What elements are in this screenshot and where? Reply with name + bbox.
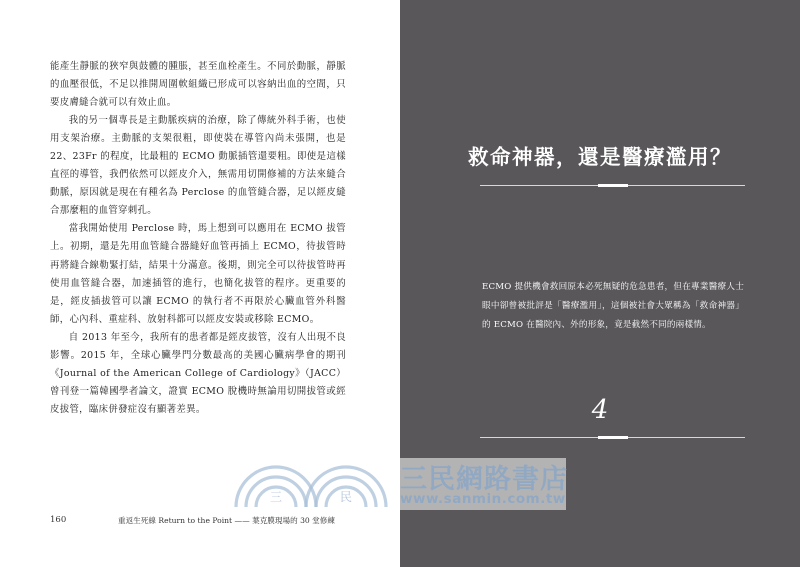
chapter-intro: ECMO 提供機會救回原本必死無疑的危急患者，但在專業醫療人士眼中卻曾被批評是「醫療濫用」，這個被社會大眾稱為「救命神器」的 ECMO 在醫院內、外的形象，竟是截然不同的兩樣情。: [482, 282, 744, 330]
chapter-title: 救命神器，還是醫療濫用？: [468, 145, 732, 169]
logo-char: 民: [340, 490, 353, 504]
sanmin-logo-icon: [232, 455, 392, 513]
bottom-rule-accent: [598, 436, 628, 439]
body-text: [50, 58, 346, 419]
sanmin-watermark: [232, 455, 577, 513]
paragraph: 能產生靜脈的狹窄與鼓體的腫脹，甚至血栓產生。不同於動脈，靜脈的血壓很低，不足以推開周圍軟組織已形成可以容納出血的空間，只要皮膚縫合就可以有效止血。: [50, 61, 346, 109]
chapter-number: 4: [591, 395, 609, 425]
paragraph: 自 2013 年至今，我所有的患者都是經皮拔管，沒有人出現不良影響。2015 年，全球心臟學門分數最高的美國心臟病學會的期刊《Journal of the American College of Cardiology》（JACC）曾刊登一篇韓國學者論文，證實 ECMO 脫機時無論用切開拔管或經皮拔管，臨床併發症沒有顯著差異。: [50, 331, 346, 415]
paragraph: 我的另一個專長是主動脈疾病的治療，除了傳統外科手術，也使用支架治療。主動脈的支架很粗，即使裝在導管內尚未張開，也是 22、23Fr 的程度，比最粗的 ECMO 動脈插管還要粗。即使是這樣直徑的導管，我們依然可以經皮介入，無需用切開修補的方法來縫合動脈，原因就是現在有種名為 Perclose 的血管縫合器，足以經皮縫合那麼粗的血管穿刺孔。: [50, 115, 346, 217]
watermark-title: 三民網路書店: [400, 464, 568, 495]
logo-char: 三: [270, 490, 283, 504]
watermark-url: www.sanmin.com.tw: [400, 491, 566, 507]
running-head: 重返生死線 Return to the Point —— 葉克膜現場的 30 堂修練: [118, 516, 335, 525]
paragraph: 當我開始使用 Perclose 時，馬上想到可以應用在 ECMO 拔管上。初期，還是先用血管縫合器縫好血管再插上 ECMO，待拔管時再將縫合線勒緊打結，結果十分滿意。後期，則完全可以待拔管時再使用血管縫合器，加速插管的進行，也簡化拔管的程序。更重要的是，經皮插拔管可以讓 ECMO 的執行者不再限於心臟血管外科醫師，心內科、重症科、放射科都可以經皮安裝或移除 ECMO。: [50, 223, 346, 325]
top-rule-accent: [598, 184, 628, 187]
page-number: 160: [50, 515, 67, 525]
